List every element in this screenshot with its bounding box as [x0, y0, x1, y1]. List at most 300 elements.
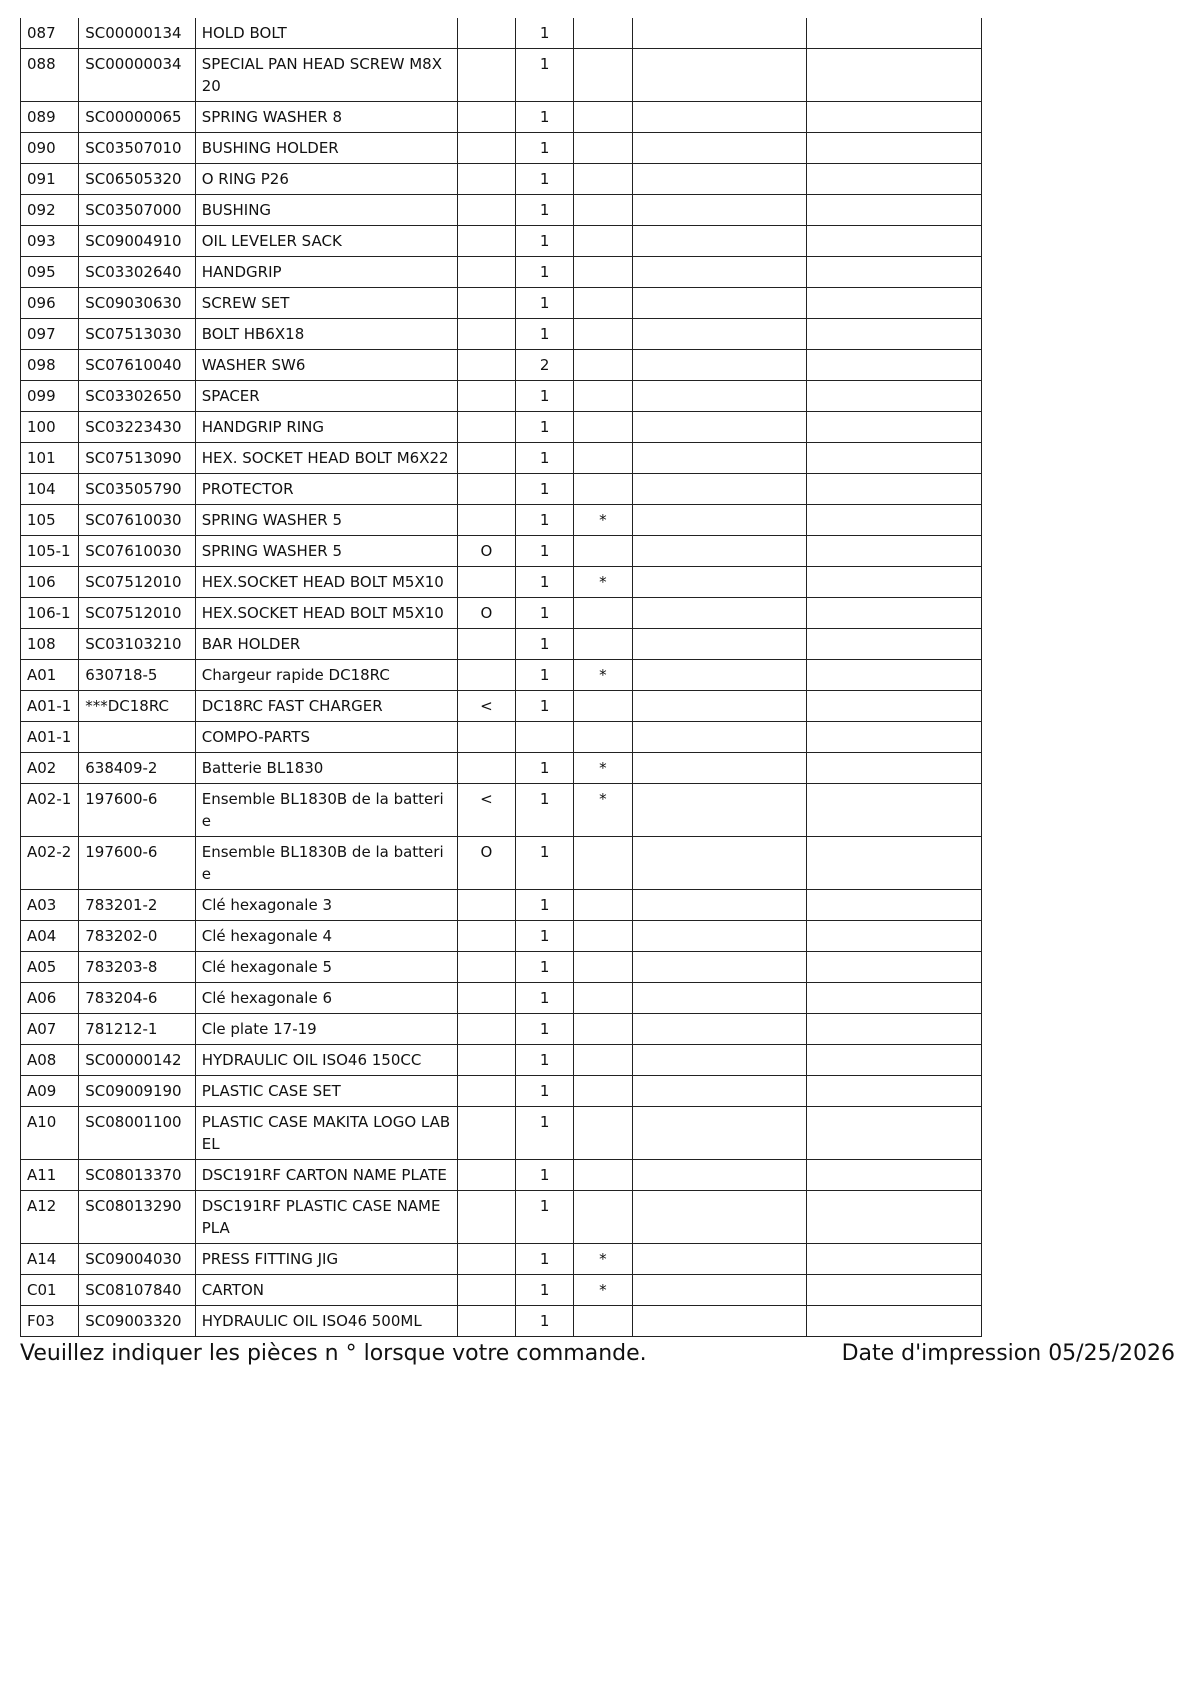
part-code: SC06505320	[79, 164, 195, 195]
note-mark	[574, 722, 632, 753]
quantity: 1	[516, 952, 574, 983]
option-mark	[457, 288, 515, 319]
part-code: SC03507010	[79, 133, 195, 164]
blank-cell	[632, 921, 807, 952]
part-number: 099	[21, 381, 79, 412]
part-description: SPACER	[195, 381, 457, 412]
quantity: 1	[516, 257, 574, 288]
part-number: 105	[21, 505, 79, 536]
option-mark	[457, 381, 515, 412]
table-row	[21, 18, 982, 49]
part-number: 104	[21, 474, 79, 505]
blank-cell	[807, 412, 982, 443]
quantity: 1	[516, 1014, 574, 1045]
part-description: BAR HOLDER	[195, 629, 457, 660]
quantity: 1	[516, 381, 574, 412]
note-mark	[574, 443, 632, 474]
table-row	[21, 319, 982, 350]
part-number: A14	[21, 1244, 79, 1275]
part-number: 093	[21, 226, 79, 257]
blank-cell	[807, 319, 982, 350]
note-mark	[574, 1014, 632, 1045]
part-description: BUSHING	[195, 195, 457, 226]
blank-cell	[632, 1275, 807, 1306]
blank-cell	[807, 226, 982, 257]
part-description: BUSHING HOLDER	[195, 133, 457, 164]
quantity: 1	[516, 1191, 574, 1244]
table-row	[21, 133, 982, 164]
part-description: OIL LEVELER SACK	[195, 226, 457, 257]
option-mark	[457, 722, 515, 753]
part-number: 106-1	[21, 598, 79, 629]
option-mark	[457, 505, 515, 536]
blank-cell	[807, 629, 982, 660]
option-mark	[457, 443, 515, 474]
blank-cell	[807, 722, 982, 753]
note-mark	[574, 412, 632, 443]
part-description: SPRING WASHER 5	[195, 536, 457, 567]
part-number: 106	[21, 567, 79, 598]
part-code: SC00000134	[79, 18, 195, 49]
part-code: SC00000065	[79, 102, 195, 133]
part-description: Ensemble BL1830B de la batterie	[195, 837, 457, 890]
option-mark	[457, 660, 515, 691]
blank-cell	[632, 1045, 807, 1076]
blank-cell	[632, 350, 807, 381]
note-mark: *	[574, 567, 632, 598]
note-mark	[574, 1191, 632, 1244]
part-number: A02	[21, 753, 79, 784]
table-row	[21, 1275, 982, 1306]
blank-cell	[807, 536, 982, 567]
blank-cell	[632, 412, 807, 443]
part-number: A06	[21, 983, 79, 1014]
option-mark: <	[457, 691, 515, 722]
part-code: SC09009190	[79, 1076, 195, 1107]
note-mark	[574, 319, 632, 350]
part-description: O RING P26	[195, 164, 457, 195]
part-description: HYDRAULIC OIL ISO46 150CC	[195, 1045, 457, 1076]
blank-cell	[632, 837, 807, 890]
part-description: Ensemble BL1830B de la batterie	[195, 784, 457, 837]
blank-cell	[632, 195, 807, 226]
note-mark	[574, 1160, 632, 1191]
blank-cell	[632, 1076, 807, 1107]
quantity: 1	[516, 195, 574, 226]
option-mark	[457, 567, 515, 598]
blank-cell	[632, 102, 807, 133]
note-mark	[574, 1076, 632, 1107]
part-code: 783203-8	[79, 952, 195, 983]
option-mark: <	[457, 784, 515, 837]
option-mark	[457, 1191, 515, 1244]
blank-cell	[807, 288, 982, 319]
part-description: BOLT HB6X18	[195, 319, 457, 350]
part-code: 783204-6	[79, 983, 195, 1014]
part-description: WASHER SW6	[195, 350, 457, 381]
quantity: 1	[516, 474, 574, 505]
blank-cell	[632, 890, 807, 921]
part-number: A01-1	[21, 722, 79, 753]
option-mark	[457, 1160, 515, 1191]
quantity: 1	[516, 890, 574, 921]
option-mark: O	[457, 536, 515, 567]
blank-cell	[807, 133, 982, 164]
note-mark	[574, 837, 632, 890]
part-description: CARTON	[195, 1275, 457, 1306]
part-description: Clé hexagonale 3	[195, 890, 457, 921]
part-description: Batterie BL1830	[195, 753, 457, 784]
table-row	[21, 102, 982, 133]
quantity: 1	[516, 164, 574, 195]
quantity: 1	[516, 1275, 574, 1306]
note-mark: *	[574, 784, 632, 837]
note-mark	[574, 257, 632, 288]
part-code: SC03223430	[79, 412, 195, 443]
option-mark: O	[457, 598, 515, 629]
quantity: 1	[516, 983, 574, 1014]
option-mark	[457, 629, 515, 660]
part-number: A08	[21, 1045, 79, 1076]
option-mark	[457, 983, 515, 1014]
quantity: 1	[516, 1244, 574, 1275]
note-mark	[574, 195, 632, 226]
blank-cell	[807, 784, 982, 837]
table-row	[21, 598, 982, 629]
part-description: HEX. SOCKET HEAD BOLT M6X22	[195, 443, 457, 474]
part-description: Clé hexagonale 4	[195, 921, 457, 952]
quantity: 1	[516, 18, 574, 49]
part-code: SC07513030	[79, 319, 195, 350]
part-code: SC09004030	[79, 1244, 195, 1275]
note-mark	[574, 102, 632, 133]
blank-cell	[632, 1107, 807, 1160]
part-code: 638409-2	[79, 753, 195, 784]
part-number: 091	[21, 164, 79, 195]
part-number: A01-1	[21, 691, 79, 722]
table-row	[21, 567, 982, 598]
blank-cell	[632, 1191, 807, 1244]
note-mark	[574, 49, 632, 102]
part-number: 100	[21, 412, 79, 443]
quantity: 1	[516, 412, 574, 443]
option-mark	[457, 195, 515, 226]
blank-cell	[807, 381, 982, 412]
note-mark: *	[574, 753, 632, 784]
blank-cell	[632, 1160, 807, 1191]
option-mark	[457, 474, 515, 505]
option-mark	[457, 412, 515, 443]
part-number: 092	[21, 195, 79, 226]
note-mark	[574, 350, 632, 381]
part-code: SC03505790	[79, 474, 195, 505]
part-code: ***DC18RC	[79, 691, 195, 722]
note-mark	[574, 164, 632, 195]
quantity: 1	[516, 1045, 574, 1076]
part-code: 630718-5	[79, 660, 195, 691]
table-row	[21, 629, 982, 660]
part-number: A02-2	[21, 837, 79, 890]
quantity: 1	[516, 133, 574, 164]
table-row	[21, 474, 982, 505]
option-mark	[457, 257, 515, 288]
blank-cell	[807, 837, 982, 890]
note-mark	[574, 952, 632, 983]
quantity: 1	[516, 226, 574, 257]
blank-cell	[632, 567, 807, 598]
part-description: PRESS FITTING JIG	[195, 1244, 457, 1275]
part-description: SPRING WASHER 5	[195, 505, 457, 536]
quantity: 1	[516, 837, 574, 890]
note-mark	[574, 288, 632, 319]
part-code: SC07512010	[79, 598, 195, 629]
blank-cell	[807, 660, 982, 691]
note-mark	[574, 381, 632, 412]
table-row	[21, 536, 982, 567]
note-mark	[574, 1107, 632, 1160]
part-description: HANDGRIP RING	[195, 412, 457, 443]
part-code: SC07610030	[79, 536, 195, 567]
blank-cell	[807, 1076, 982, 1107]
note-mark	[574, 1045, 632, 1076]
table-row	[21, 691, 982, 722]
table-row	[21, 890, 982, 921]
quantity: 1	[516, 567, 574, 598]
part-code: SC03103210	[79, 629, 195, 660]
part-number: A05	[21, 952, 79, 983]
part-description: Clé hexagonale 6	[195, 983, 457, 1014]
part-number: A01	[21, 660, 79, 691]
blank-cell	[807, 567, 982, 598]
blank-cell	[807, 164, 982, 195]
table-row	[21, 837, 982, 890]
blank-cell	[632, 319, 807, 350]
quantity: 1	[516, 598, 574, 629]
part-code: SC08107840	[79, 1275, 195, 1306]
blank-cell	[632, 753, 807, 784]
blank-cell	[807, 474, 982, 505]
note-mark	[574, 921, 632, 952]
blank-cell	[632, 133, 807, 164]
blank-cell	[632, 952, 807, 983]
table-row	[21, 195, 982, 226]
blank-cell	[807, 983, 982, 1014]
option-mark	[457, 49, 515, 102]
option-mark	[457, 890, 515, 921]
quantity: 1	[516, 921, 574, 952]
option-mark	[457, 1076, 515, 1107]
blank-cell	[807, 598, 982, 629]
note-mark	[574, 226, 632, 257]
blank-cell	[632, 226, 807, 257]
blank-cell	[632, 257, 807, 288]
blank-cell	[807, 1160, 982, 1191]
blank-cell	[632, 1244, 807, 1275]
option-mark	[457, 1107, 515, 1160]
table-row	[21, 164, 982, 195]
part-description: SPECIAL PAN HEAD SCREW M8X20	[195, 49, 457, 102]
option-mark	[457, 1275, 515, 1306]
note-mark	[574, 1306, 632, 1337]
part-number: 096	[21, 288, 79, 319]
table-row	[21, 443, 982, 474]
blank-cell	[632, 288, 807, 319]
part-number: F03	[21, 1306, 79, 1337]
note-mark	[574, 598, 632, 629]
quantity: 1	[516, 505, 574, 536]
quantity: 1	[516, 784, 574, 837]
option-mark	[457, 319, 515, 350]
table-row	[21, 1107, 982, 1160]
part-description: SCREW SET	[195, 288, 457, 319]
part-description: HANDGRIP	[195, 257, 457, 288]
blank-cell	[632, 1014, 807, 1045]
blank-cell	[807, 890, 982, 921]
note-mark	[574, 890, 632, 921]
blank-cell	[807, 18, 982, 49]
option-mark: O	[457, 837, 515, 890]
note-mark: *	[574, 1275, 632, 1306]
blank-cell	[632, 443, 807, 474]
option-mark	[457, 102, 515, 133]
part-description: HEX.SOCKET HEAD BOLT M5X10	[195, 567, 457, 598]
option-mark	[457, 350, 515, 381]
part-number: A12	[21, 1191, 79, 1244]
blank-cell	[632, 505, 807, 536]
part-number: A10	[21, 1107, 79, 1160]
part-number: 095	[21, 257, 79, 288]
part-code: SC07610040	[79, 350, 195, 381]
blank-cell	[807, 1191, 982, 1244]
table-row	[21, 784, 982, 837]
part-number: 105-1	[21, 536, 79, 567]
table-row	[21, 753, 982, 784]
blank-cell	[632, 784, 807, 837]
option-mark	[457, 1244, 515, 1275]
quantity	[516, 722, 574, 753]
part-description: DSC191RF CARTON NAME PLATE	[195, 1160, 457, 1191]
part-code: SC08013370	[79, 1160, 195, 1191]
blank-cell	[807, 1107, 982, 1160]
part-description: DSC191RF PLASTIC CASE NAME PLA	[195, 1191, 457, 1244]
table-row	[21, 1045, 982, 1076]
table-row	[21, 288, 982, 319]
blank-cell	[807, 102, 982, 133]
table-row	[21, 1014, 982, 1045]
blank-cell	[632, 164, 807, 195]
blank-cell	[807, 443, 982, 474]
part-description: PROTECTOR	[195, 474, 457, 505]
option-mark	[457, 1306, 515, 1337]
table-row	[21, 49, 982, 102]
part-code: 783201-2	[79, 890, 195, 921]
part-number: 101	[21, 443, 79, 474]
option-mark	[457, 952, 515, 983]
blank-cell	[632, 1306, 807, 1337]
part-number: A07	[21, 1014, 79, 1045]
part-code: SC09003320	[79, 1306, 195, 1337]
blank-cell	[632, 691, 807, 722]
part-code: SC08013290	[79, 1191, 195, 1244]
option-mark	[457, 164, 515, 195]
quantity: 1	[516, 753, 574, 784]
part-code: SC00000142	[79, 1045, 195, 1076]
print-date: Date d'impression 05/25/2026	[841, 1341, 1175, 1366]
part-code: SC03302640	[79, 257, 195, 288]
quantity: 1	[516, 536, 574, 567]
table-row	[21, 381, 982, 412]
note-mark: *	[574, 660, 632, 691]
part-code: SC09004910	[79, 226, 195, 257]
part-code: 781212-1	[79, 1014, 195, 1045]
blank-cell	[632, 983, 807, 1014]
part-number: 108	[21, 629, 79, 660]
part-number: A02-1	[21, 784, 79, 837]
blank-cell	[807, 1275, 982, 1306]
table-row	[21, 350, 982, 381]
quantity: 1	[516, 288, 574, 319]
part-code: 783202-0	[79, 921, 195, 952]
blank-cell	[632, 18, 807, 49]
blank-cell	[807, 1014, 982, 1045]
blank-cell	[632, 660, 807, 691]
table-row	[21, 983, 982, 1014]
part-description: DC18RC FAST CHARGER	[195, 691, 457, 722]
part-code: 197600-6	[79, 837, 195, 890]
blank-cell	[632, 536, 807, 567]
blank-cell	[807, 921, 982, 952]
option-mark	[457, 18, 515, 49]
part-description: PLASTIC CASE SET	[195, 1076, 457, 1107]
part-description: HOLD BOLT	[195, 18, 457, 49]
part-description: Clé hexagonale 5	[195, 952, 457, 983]
parts-table	[20, 18, 982, 1337]
note-mark	[574, 983, 632, 1014]
note-mark: *	[574, 1244, 632, 1275]
part-number: 088	[21, 49, 79, 102]
option-mark	[457, 1045, 515, 1076]
parts-table-body	[21, 18, 982, 1337]
blank-cell	[807, 505, 982, 536]
quantity: 1	[516, 629, 574, 660]
table-row	[21, 1244, 982, 1275]
quantity: 1	[516, 319, 574, 350]
part-number: 090	[21, 133, 79, 164]
table-row	[21, 1076, 982, 1107]
part-code: SC03302650	[79, 381, 195, 412]
part-number: A09	[21, 1076, 79, 1107]
note-mark	[574, 18, 632, 49]
quantity: 1	[516, 49, 574, 102]
blank-cell	[632, 381, 807, 412]
quantity: 1	[516, 660, 574, 691]
part-number: A04	[21, 921, 79, 952]
note-mark	[574, 133, 632, 164]
table-row	[21, 660, 982, 691]
table-row	[21, 722, 982, 753]
blank-cell	[632, 474, 807, 505]
quantity: 1	[516, 1306, 574, 1337]
part-code: SC08001100	[79, 1107, 195, 1160]
blank-cell	[807, 753, 982, 784]
part-number: 089	[21, 102, 79, 133]
part-number: A03	[21, 890, 79, 921]
part-code: SC00000034	[79, 49, 195, 102]
table-row	[21, 921, 982, 952]
part-number: 087	[21, 18, 79, 49]
note-mark	[574, 691, 632, 722]
part-code: SC07512010	[79, 567, 195, 598]
